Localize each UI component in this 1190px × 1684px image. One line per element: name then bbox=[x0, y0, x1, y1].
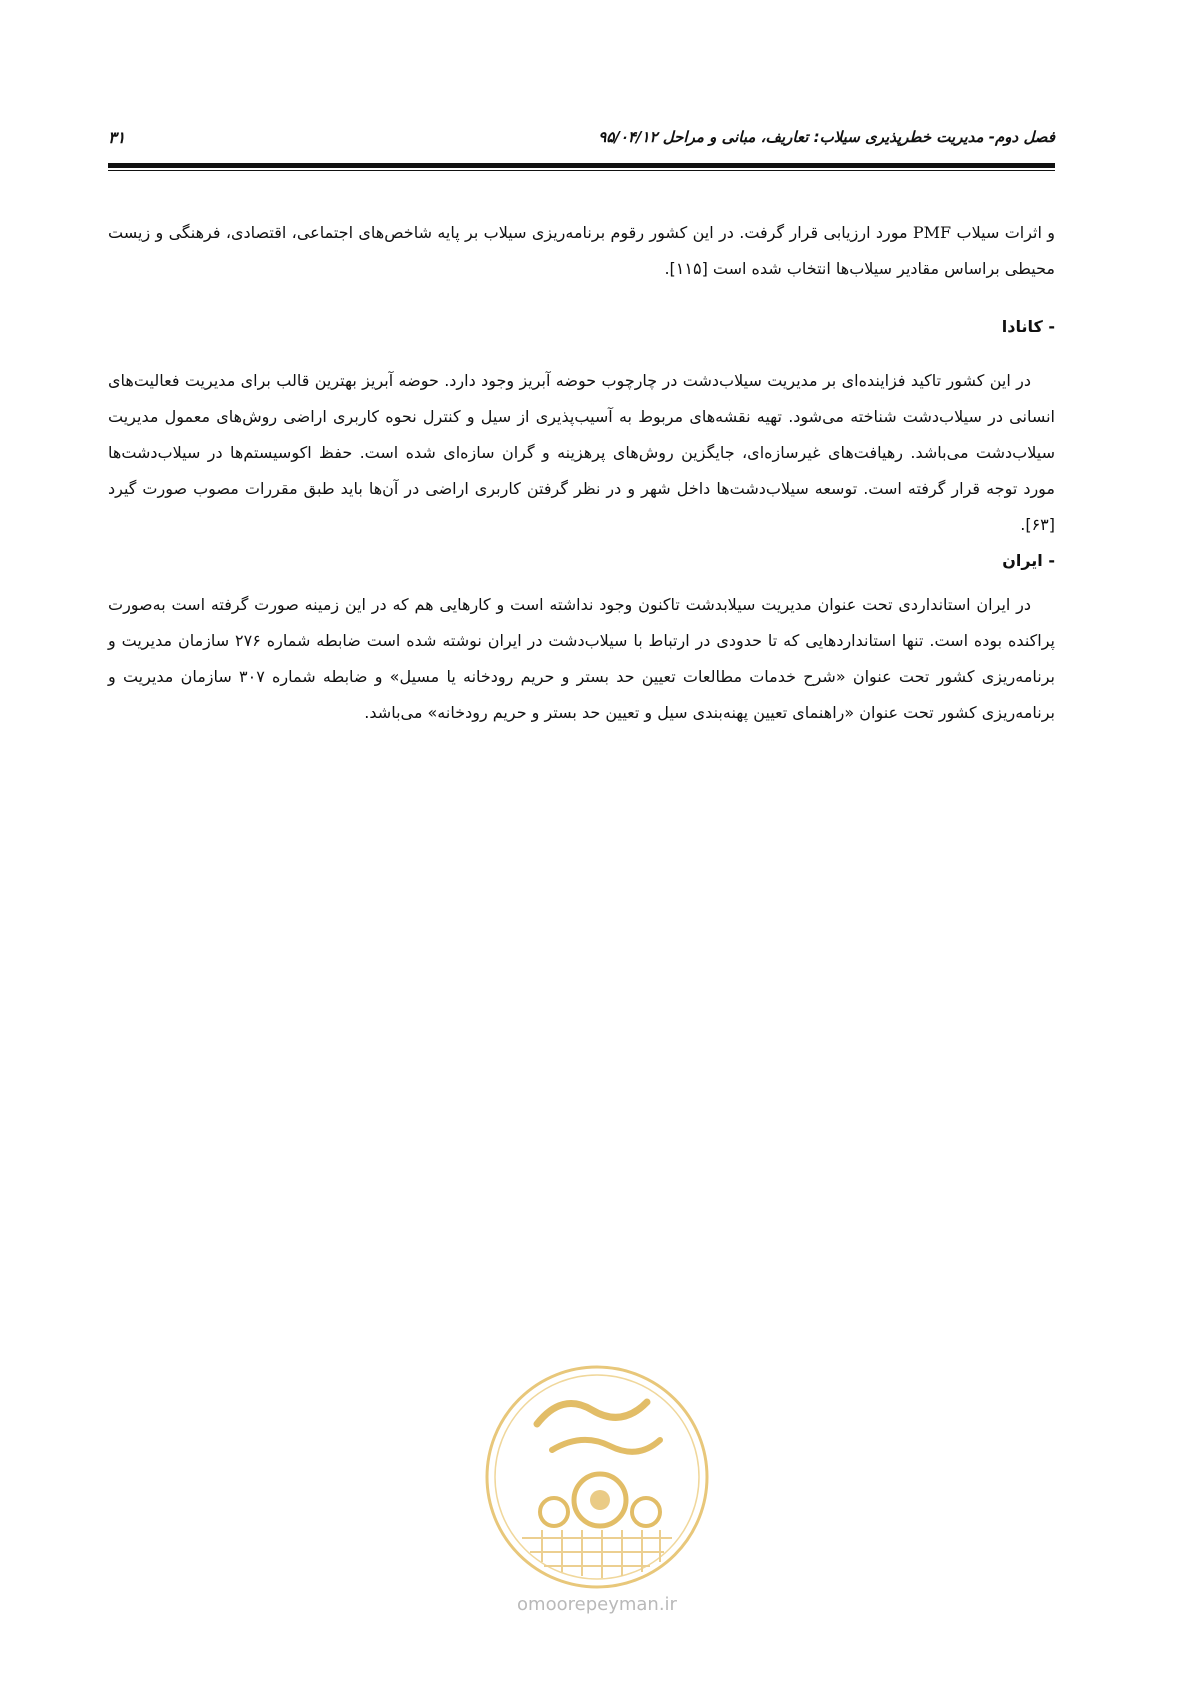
page-number: ۳۱ bbox=[108, 128, 126, 147]
paragraph-canada: در این کشور تاکید فزاینده‌ای بر مدیریت سیلاب‌دشت در چارچوب حوضه آبریز وجود دارد. حوضه آبریز بهترین قالب برای مدیریت فعالیت‌های انسانی در سیلاب‌دشت شناخته می‌شود. تهیه نقشه‌های مربوط به آسیب‌پذیری از سیل و کنترل نحوه کاربری اراضی روش‌های معمول مدیریت سیلاب‌دشت می‌باشد. رهیافت‌های غیرسازه‌ای، جایگزین روش‌های پرهزینه و گران سازه‌ای شده است. حفظ اکوسیستم‌ها در سیلاب‌دشت‌ها مورد توجه قرار گرفته است. توسعه سیلاب‌دشت‌ها داخل شهر و در نظر گرفتن کاربری اراضی در آن‌ها باید طبق مقررات مصوب صورت گیرد [۶۳]. bbox=[108, 371, 1055, 534]
page-header bbox=[108, 128, 1055, 152]
watermark-seal-icon bbox=[482, 1362, 712, 1592]
paragraph-pmf-part2: مورد ارزیابی قرار گرفت. در این کشور رقوم برنامه‌ریزی سیلاب بر پایه شاخص‌های اجتماعی، اقتصادی، فرهنگی و زیست محیطی براساس مقادیر سیلاب‌ها انتخاب شده است [۱۱۵]. bbox=[108, 223, 1055, 278]
watermark-domain: omoorepeyman.ir bbox=[517, 1594, 677, 1615]
paragraph-pmf bbox=[108, 215, 1055, 287]
header-rule-thick bbox=[108, 163, 1055, 168]
pmf-term: PMF bbox=[912, 223, 952, 242]
paragraph-pmf-part1: و اثرات سیلاب bbox=[951, 223, 1056, 242]
section-heading-canada: - کانادا bbox=[1001, 317, 1055, 336]
chapter-title: فصل دوم- مدیریت خطرپذیری سیلاب: تعاریف، مبانی و مراحل ۹۵/۰۴/۱۲ bbox=[598, 128, 1055, 146]
watermark-logo bbox=[482, 1362, 712, 1622]
header-rule-thin bbox=[108, 170, 1055, 171]
section-heading-iran: - ایران bbox=[1002, 551, 1055, 570]
body-text bbox=[108, 215, 1055, 731]
paragraph-iran: در ایران استانداردی تحت عنوان مدیریت سیلابدشت تاکنون وجود نداشته است و کارهایی هم که در این زمینه صورت گرفته است به‌صورت پراکنده بوده است. تنها استانداردهایی که تا حدودی در ارتباط با سیلاب‌دشت در ایران نوشته شده است ضابطه شماره ۲۷۶ سازمان مدیریت و برنامه‌ریزی کشور تحت عنوان «شرح خدمات مطالعات تعیین حد بستر و حریم رودخانه یا مسیل» و ضابطه شماره ۳۰۷ سازمان مدیریت و برنامه‌ریزی کشور تحت عنوان «راهنمای تعیین پهنه‌بندی سیل و تعیین حد بستر و حریم رودخانه» می‌باشد. bbox=[108, 595, 1055, 722]
